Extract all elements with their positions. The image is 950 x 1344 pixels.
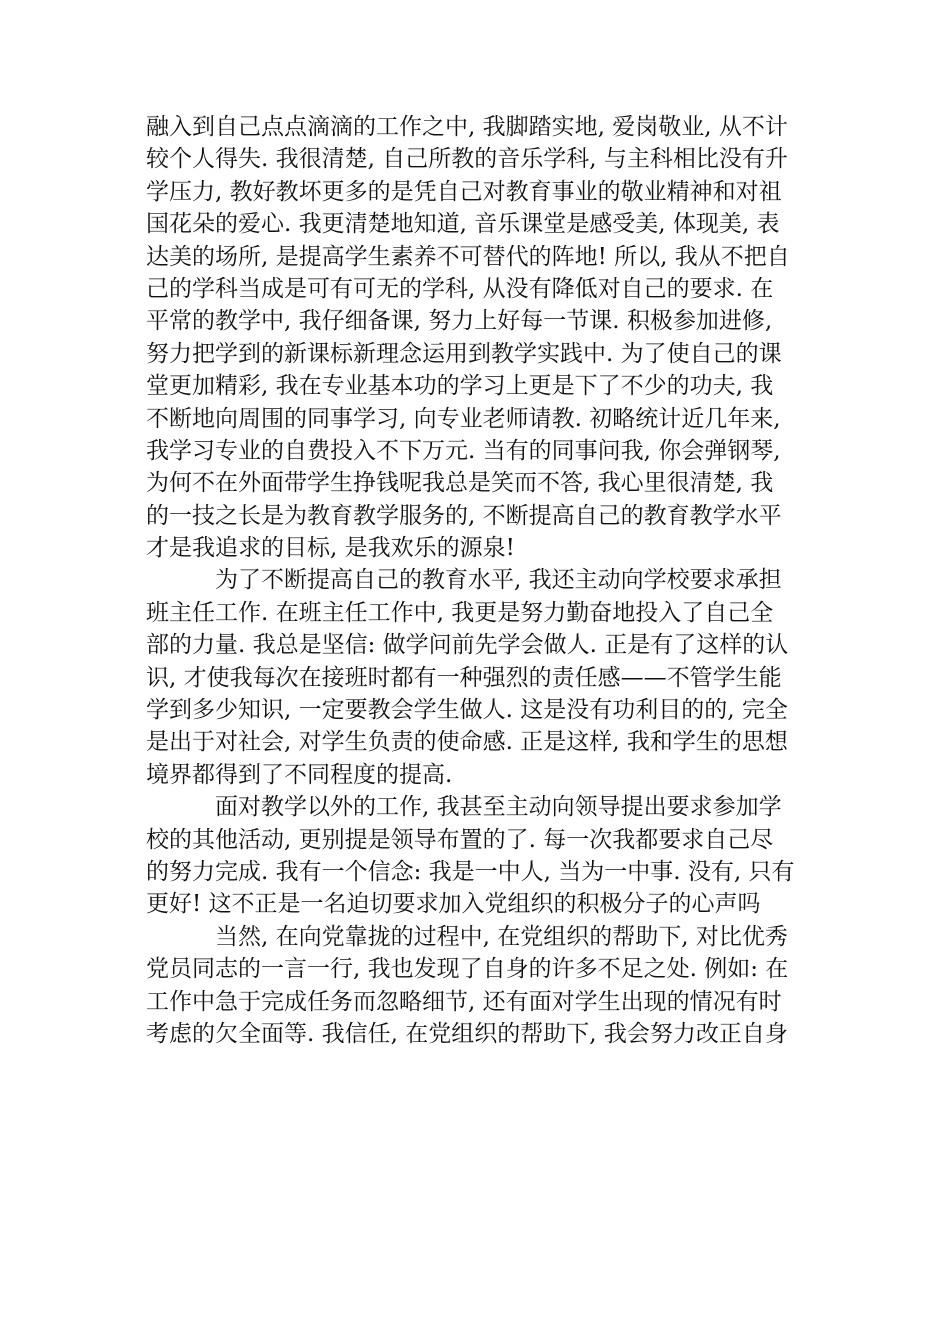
text-line: 平常的教学中, 我仔细备课, 努力上好每一节课. 积极参加进修, [146, 308, 773, 335]
text-line: 国花朵的爱心. 我更清楚地知道, 音乐课堂是感受美, 体现美, 表 [146, 211, 780, 238]
text-line: 努力把学到的新课标新理念运用到教学实践中. 为了使自己的课 [146, 340, 782, 367]
text-line: 为何不在外面带学生挣钱呢我总是笑而不答, 我心里很清楚, 我 [146, 470, 774, 497]
text-line: 己的学科当成是可有可无的学科, 从没有降低对自己的要求. 在 [146, 275, 774, 302]
text-line: 的努力完成. 我有一个信念: 我是一中人, 当为一中事. 没有, 只有 [146, 858, 795, 885]
text-line: 校的其他活动, 更别提是领导布置的了. 每一次我都要求自己尽 [146, 826, 774, 853]
text-line: 堂更加精彩, 我在专业基本功的学习上更是下了不少的功夫, 我 [146, 373, 774, 400]
text-line: 达美的场所, 是提高学生素养不可替代的阵地! 所以, 我从不把自 [146, 243, 790, 270]
paragraph-start-line: 当然, 在向党靠拢的过程中, 在党组织的帮助下, 对比优秀 [146, 923, 788, 950]
text-line: 是出于对社会, 对学生负责的使命感. 正是这样, 我和学生的思想 [146, 729, 788, 756]
text-line: 融入到自己点点滴滴的工作之中, 我脚踏实地, 爱岗敬业, 从不计 [146, 114, 788, 140]
text-line: 更好! 这不正是一名迫切要求加入党组织的积极分子的心声吗 [146, 891, 761, 918]
text-line: 我学习专业的自费投入不下万元. 当有的同事问我, 你会弹钢琴, [146, 437, 781, 464]
text-line: 不断地向周围的同事学习, 向专业老师请教. 初略统计近几年来, [146, 405, 781, 432]
text-line: 部的力量. 我总是坚信: 做学问前先学会做人. 正是有了这样的认 [146, 632, 789, 659]
text-line: 学压力, 教好教坏更多的是凭自己对教育事业的敬业精神和对祖 [146, 178, 782, 205]
text-line: 党员同志的一言一行, 我也发现了自身的许多不足之处. 例如: 在 [146, 956, 789, 983]
text-line: 工作中急于完成任务而忽略细节, 还有面对学生出现的情况有时 [146, 988, 782, 1015]
text-line: 学到多少知识, 一定要教会学生做人. 这是没有功利目的的, 完全 [146, 697, 788, 724]
text-line: 境界都得到了不同程度的提高. [146, 761, 453, 788]
text-line: 考虑的欠全面等. 我信任, 在党组织的帮助下, 我会努力改正自身 [146, 1020, 788, 1047]
text-line: 班主任工作. 在班主任工作中, 我更是努力勤奋地投入了自己全 [146, 599, 774, 626]
text-line: 识, 才使我每次在接班时都有一种强烈的责任感——不管学生能 [146, 664, 782, 691]
body-text [146, 111, 806, 1050]
paragraph-start-line: 面对教学以外的工作, 我甚至主动向领导提出要求参加学 [146, 794, 782, 821]
text-line: 较个人得失. 我很清楚, 自己所教的音乐学科, 与主科相比没有升 [146, 146, 788, 173]
text-line: 才是我追求的目标, 是我欢乐的源泉! [146, 535, 515, 562]
paragraph-start-line: 为了不断提高自己的教育水平, 我还主动向学校要求承担 [146, 567, 782, 594]
text-line: 的一技之长是为教育教学服务的, 不断提高自己的教育教学水平 [146, 502, 782, 529]
